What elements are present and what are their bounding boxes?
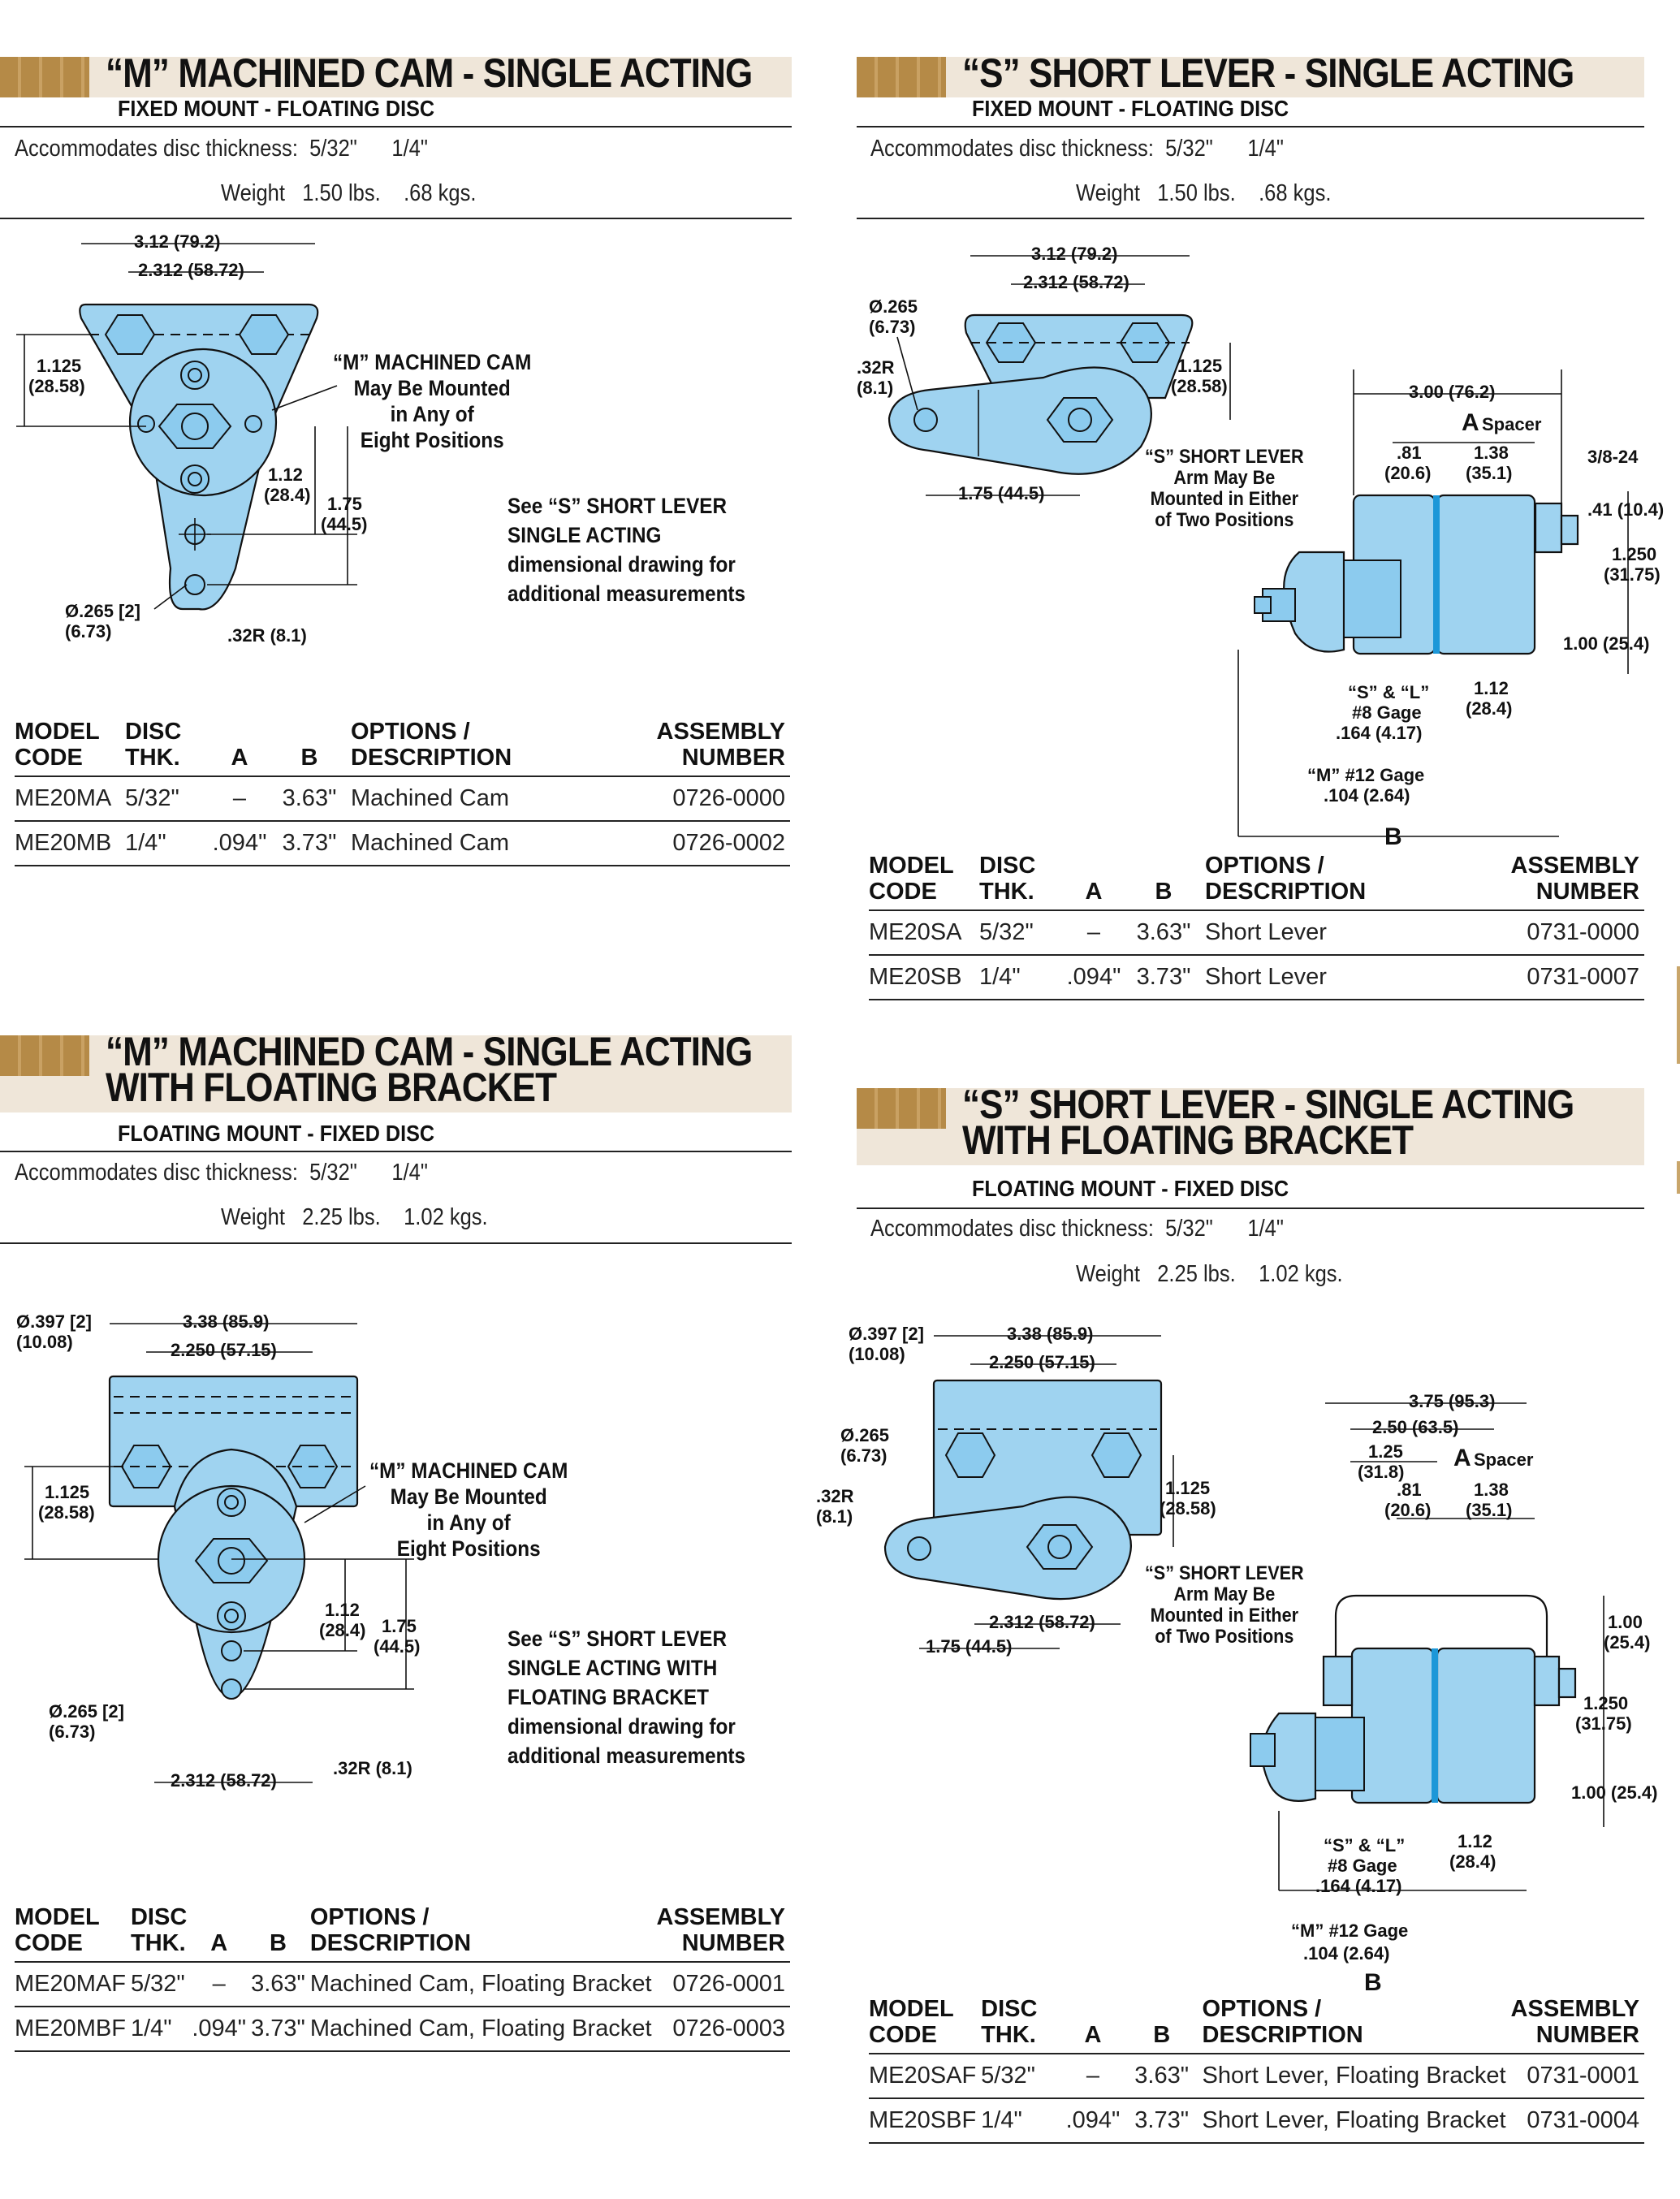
- svg-text:1.00 (25.4): 1.00 (25.4): [1563, 633, 1650, 654]
- svg-text:1.38: 1.38: [1474, 1480, 1509, 1500]
- table-row: ME20SAF 5/32" – 3.63" Short Lever, Floating Bracket 0731-0001: [869, 2054, 1644, 2098]
- see-note-m-cam: See “S” SHORT LEVER SINGLE ACTING dimensional drawing for additional measurements: [507, 494, 746, 606]
- svg-text:(28.4): (28.4): [319, 1620, 366, 1640]
- table-row: ME20MAF 5/32" – 3.63" Machined Cam, Floating Bracket 0726-0001: [15, 1962, 790, 2007]
- svg-text:1.00 (25.4): 1.00 (25.4): [1571, 1782, 1658, 1803]
- svg-text:3.38 (85.9): 3.38 (85.9): [183, 1311, 270, 1332]
- svg-text:(25.4): (25.4): [1604, 1632, 1651, 1652]
- callout-m-cam-float: “M” MACHINED CAM May Be Mounted in Any of Eight Positions: [369, 1458, 568, 1561]
- svg-text:“M” #12 Gage: “M” #12 Gage: [1307, 765, 1425, 785]
- svg-text:(44.5): (44.5): [321, 514, 368, 534]
- svg-text:3.38 (85.9): 3.38 (85.9): [1007, 1324, 1094, 1344]
- svg-text:A: A: [1453, 1445, 1471, 1471]
- svg-text:1.75: 1.75: [382, 1616, 417, 1636]
- callout-s-lever: “S” SHORT LEVER Arm May Be Mounted in Either of Two Positions: [1145, 446, 1304, 531]
- svg-text:.164 (4.17): .164 (4.17): [1315, 1876, 1402, 1896]
- svg-text:(31.75): (31.75): [1604, 564, 1661, 585]
- svg-text:1.12: 1.12: [1474, 678, 1509, 698]
- svg-text:(28.4): (28.4): [1466, 698, 1513, 719]
- svg-text:.41 (10.4): .41 (10.4): [1587, 499, 1665, 520]
- see-note-m-cam-float: See “S” SHORT LEVER SINGLE ACTING WITH FLOATING BRACKET dimensional drawing for additional measurements: [507, 1627, 746, 1768]
- spec-table-s-lever-float: MODEL CODE DISC THK. A B OPTIONS / DESCRIPTION ASSEMBLY NUMBER ME20SAF 5/32" – 3.63" Short Lever, Floating Bracket 0731-0001 ME20SBF 1/4" .094" 3.73" Short Lever, Floating Bracket 0731-0004: [869, 1996, 1644, 2144]
- svg-text:“M” #12 Gage: “M” #12 Gage: [1291, 1920, 1409, 1941]
- title-m-cam-float: “M” MACHINED CAM - SINGLE ACTING WITH FLOATING BRACKET: [106, 1029, 753, 1110]
- dim-b-label: B: [1364, 1969, 1382, 1996]
- table-row: ME20SB 1/4" .094" 3.73" Short Lever 0731-0007: [869, 955, 1644, 1000]
- title-m-cam: “M” MACHINED CAM - SINGLE ACTING: [106, 50, 753, 96]
- svg-text:1.12: 1.12: [268, 464, 303, 485]
- weight-m-cam-float: Weight 2.25 lbs. 1.02 kgs.: [221, 1204, 488, 1230]
- svg-text:(20.6): (20.6): [1384, 463, 1432, 483]
- svg-text:Spacer: Spacer: [1482, 414, 1542, 434]
- svg-text:(10.08): (10.08): [849, 1344, 905, 1364]
- svg-text:2.312 (58.72): 2.312 (58.72): [1023, 272, 1129, 292]
- weight-m-cam: Weight 1.50 lbs. .68 kgs.: [221, 180, 477, 206]
- svg-text:(8.1): (8.1): [857, 378, 894, 398]
- svg-text:3.00 (76.2): 3.00 (76.2): [1409, 382, 1496, 402]
- svg-text:.32R (8.1): .32R (8.1): [227, 625, 307, 646]
- svg-text:(35.1): (35.1): [1466, 1500, 1513, 1520]
- table-row: ME20SBF 1/4" .094" 3.73" Short Lever, Floating Bracket 0731-0004: [869, 2098, 1644, 2143]
- svg-text:1.12: 1.12: [1458, 1831, 1492, 1851]
- svg-text:.104 (2.64): .104 (2.64): [1324, 785, 1410, 806]
- svg-text:.32R (8.1): .32R (8.1): [333, 1758, 412, 1778]
- svg-text:1.00: 1.00: [1608, 1612, 1643, 1632]
- page-edge-marker: [1677, 966, 1680, 1064]
- dim-overall-width: 3.12 (79.2): [134, 231, 221, 252]
- svg-text:.81: .81: [1397, 1480, 1422, 1500]
- svg-text:2.50 (63.5): 2.50 (63.5): [1372, 1417, 1459, 1437]
- svg-text:“S” & “L”: “S” & “L”: [1324, 1835, 1406, 1856]
- svg-text:2.312 (58.72): 2.312 (58.72): [171, 1770, 277, 1791]
- svg-text:Ø.265: Ø.265: [840, 1425, 889, 1445]
- svg-text:2.250 (57.15): 2.250 (57.15): [989, 1352, 1095, 1372]
- svg-text:(28.4): (28.4): [1449, 1851, 1496, 1872]
- svg-text:1.75 (44.5): 1.75 (44.5): [926, 1636, 1013, 1657]
- subtitle-s-lever-float: FLOATING MOUNT - FIXED DISC: [972, 1176, 1289, 1201]
- svg-text:(10.08): (10.08): [16, 1332, 73, 1352]
- svg-text:#8 Gage: #8 Gage: [1328, 1856, 1397, 1876]
- table-row: ME20SA 5/32" – 3.63" Short Lever 0731-0000: [869, 910, 1644, 955]
- svg-text:Ø.265: Ø.265: [869, 296, 918, 317]
- table-row: ME20MBF 1/4" .094" 3.73" Machined Cam, Floating Bracket 0726-0003: [15, 2007, 790, 2051]
- svg-text:(28.58): (28.58): [28, 376, 85, 396]
- svg-text:1.25: 1.25: [1368, 1441, 1403, 1462]
- s-lever-drawing: [857, 227, 1680, 861]
- svg-text:(6.73): (6.73): [840, 1445, 888, 1466]
- svg-text:.32R: .32R: [857, 357, 895, 378]
- spec-table-m-cam-float: MODEL CODE DISC THK. A B OPTIONS / DESCRIPTION ASSEMBLY NUMBER ME20MAF 5/32" – 3.63" Machined Cam, Floating Bracket 0726-0001 ME20MBF 1/4" .094" 3.73" Machined Cam, Floating Bracket 0726-0003: [15, 1904, 790, 2052]
- disc-thickness-m-cam-float: Accommodates disc thickness: 5/32" 1/4": [15, 1160, 428, 1186]
- svg-text:3.75 (95.3): 3.75 (95.3): [1409, 1391, 1496, 1411]
- svg-text:1.125: 1.125: [1177, 356, 1223, 376]
- callout-s-lever-float: “S” SHORT LEVER Arm May Be Mounted in Either of Two Positions: [1145, 1562, 1304, 1648]
- spec-table-s-lever: MODEL CODE DISC THK. A B OPTIONS / DESCRIPTION ASSEMBLY NUMBER ME20SA 5/32" – 3.63" Short Lever 0731-0000 ME20SB 1/4" .094" 3.73" Short Lever 0731-0007: [869, 853, 1644, 1000]
- svg-text:2.250 (57.15): 2.250 (57.15): [171, 1340, 277, 1360]
- page-edge-marker: [1677, 1161, 1680, 1194]
- title-s-lever: “S” SHORT LEVER - SINGLE ACTING: [962, 50, 1574, 96]
- svg-text:1.250: 1.250: [1612, 544, 1657, 564]
- title-s-lever-float: “S” SHORT LEVER - SINGLE ACTING WITH FLOATING BRACKET: [962, 1082, 1574, 1163]
- svg-text:1.125: 1.125: [37, 356, 82, 376]
- svg-text:Ø.265 [2]: Ø.265 [2]: [65, 601, 140, 621]
- spec-table-m-cam: MODEL CODE DISC THK. A B OPTIONS / DESCRIPTION ASSEMBLY NUMBER ME20MA 5/32" – 3.63" Machined Cam 0726-0000 ME20MB 1/4" .094" 3.73" Machined Cam 0726-0002: [15, 719, 790, 866]
- svg-text:(28.58): (28.58): [38, 1502, 95, 1523]
- subtitle-m-cam-float: FLOATING MOUNT - FIXED DISC: [118, 1121, 435, 1146]
- svg-text:1.12: 1.12: [325, 1600, 360, 1620]
- svg-text:(31.8): (31.8): [1358, 1462, 1405, 1482]
- weight-s-lever-float: Weight 2.25 lbs. 1.02 kgs.: [1076, 1261, 1343, 1287]
- svg-text:1.75: 1.75: [327, 494, 362, 514]
- svg-text:Ø.397 [2]: Ø.397 [2]: [849, 1324, 924, 1344]
- subtitle-s-lever: FIXED MOUNT - FLOATING DISC: [972, 96, 1289, 121]
- svg-text:Spacer: Spacer: [1474, 1449, 1534, 1470]
- disc-thickness-m-cam: Accommodates disc thickness: 5/32" 1/4": [15, 136, 428, 162]
- svg-text:2.312 (58.72): 2.312 (58.72): [989, 1612, 1095, 1632]
- svg-text:B: B: [1384, 823, 1402, 850]
- svg-text:Ø.265 [2]: Ø.265 [2]: [49, 1701, 124, 1722]
- svg-text:(44.5): (44.5): [374, 1636, 421, 1657]
- svg-text:Ø.397 [2]: Ø.397 [2]: [16, 1311, 92, 1332]
- weight-s-lever: Weight 1.50 lbs. .68 kgs.: [1076, 180, 1332, 206]
- subtitle-m-cam: FIXED MOUNT - FLOATING DISC: [118, 96, 435, 121]
- svg-text:1.38: 1.38: [1474, 443, 1509, 463]
- svg-text:(28.58): (28.58): [1160, 1498, 1216, 1519]
- svg-text:3/8-24: 3/8-24: [1587, 447, 1639, 467]
- table-row: ME20MA 5/32" – 3.63" Machined Cam 0726-0000: [15, 776, 790, 821]
- svg-text:1.125: 1.125: [1165, 1478, 1211, 1498]
- svg-text:(20.6): (20.6): [1384, 1500, 1432, 1520]
- svg-text:(28.4): (28.4): [264, 485, 311, 505]
- svg-text:.164 (4.17): .164 (4.17): [1336, 723, 1423, 743]
- svg-text:(31.75): (31.75): [1575, 1713, 1632, 1734]
- svg-text:#8 Gage: #8 Gage: [1352, 702, 1422, 723]
- svg-text:2.312 (58.72): 2.312 (58.72): [138, 260, 244, 280]
- dim-m12-gage-value: .104 (2.64): [1303, 1943, 1390, 1964]
- svg-text:(6.73): (6.73): [49, 1722, 96, 1742]
- callout-m-cam: “M” MACHINED CAM May Be Mounted in Any of Eight Positions: [333, 350, 532, 452]
- svg-text:1.250: 1.250: [1583, 1693, 1629, 1713]
- svg-text:(6.73): (6.73): [65, 621, 112, 642]
- svg-text:1.125: 1.125: [45, 1482, 90, 1502]
- svg-text:3.12 (79.2): 3.12 (79.2): [1031, 244, 1118, 264]
- svg-text:.32R: .32R: [816, 1486, 854, 1506]
- svg-text:1.75 (44.5): 1.75 (44.5): [958, 483, 1045, 503]
- svg-text:.81: .81: [1397, 443, 1422, 463]
- disc-thickness-s-lever-float: Accommodates disc thickness: 5/32" 1/4": [870, 1216, 1284, 1242]
- svg-text:(28.58): (28.58): [1171, 376, 1228, 396]
- svg-text:(35.1): (35.1): [1466, 463, 1513, 483]
- table-row: ME20MB 1/4" .094" 3.73" Machined Cam 0726-0002: [15, 821, 790, 866]
- svg-text:A: A: [1462, 409, 1479, 436]
- disc-thickness-s-lever: Accommodates disc thickness: 5/32" 1/4": [870, 136, 1284, 162]
- svg-text:(8.1): (8.1): [816, 1506, 853, 1527]
- svg-text:(6.73): (6.73): [869, 317, 916, 337]
- svg-text:“S” & “L”: “S” & “L”: [1348, 682, 1430, 702]
